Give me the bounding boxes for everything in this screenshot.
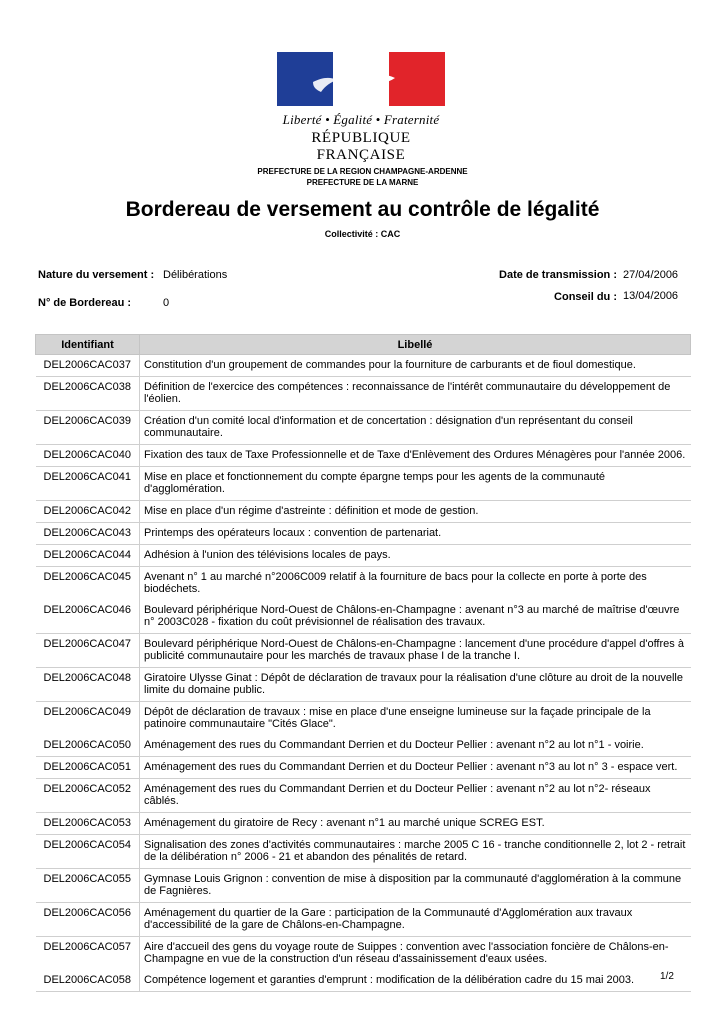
table-row (36, 445, 691, 467)
row-identifiant: DEL2006CAC042 (36, 501, 140, 523)
table-header-row (36, 335, 691, 355)
row-identifiant: DEL2006CAC037 (36, 355, 140, 377)
conseil-value: 13/04/2006 (623, 290, 679, 302)
table-row (36, 937, 691, 971)
row-identifiant: DEL2006CAC055 (36, 869, 140, 903)
table-row (36, 501, 691, 523)
prefecture-region: PREFECTURE DE LA REGION CHAMPAGNE-ARDENNE (257, 167, 468, 176)
row-libelle: Boulevard périphérique Nord-Ouest de Châlons-en-Champagne : avenant n°3 au marché de maîtrise d'œuvre n° 2003C028 - fixation du coût prévisionnel de réalisation des travaux. (140, 600, 691, 634)
row-identifiant: DEL2006CAC052 (36, 779, 140, 813)
row-identifiant: DEL2006CAC039 (36, 411, 140, 445)
row-libelle: Aménagement des rues du Commandant Derrien et du Docteur Pellier : avenant n°2 au lot n°2- réseaux câblés. (140, 779, 691, 813)
row-libelle: Giratoire Ulysse Ginat : Dépôt de déclaration de travaux pour la réalisation d'une clôture au droit de la nouvelle limite du domaine public. (140, 668, 691, 702)
row-libelle: Gymnase Louis Grignon : convention de mise à disposition par la communauté d'agglomération à la commune de Fagnières. (140, 869, 691, 903)
table-row (36, 355, 691, 377)
table-row (36, 545, 691, 567)
table-row (36, 970, 691, 992)
row-libelle: Printemps des opérateurs locaux : convention de partenariat. (140, 523, 691, 545)
marianne-flag-icon (277, 52, 445, 106)
row-libelle: Mise en place d'un régime d'astreinte : définition et mode de gestion. (140, 501, 691, 523)
transmission-label: Date de transmission : (499, 269, 617, 281)
row-libelle: Avenant n° 1 au marché n°2006C009 relatif à la fourniture de bacs pour la collecte en porte à porte des biodéchets. (144, 571, 647, 595)
row-libelle: Constitution d'un groupement de commandes pour la fourniture de carburants et de fioul domestique. (140, 355, 691, 377)
row-identifiant: DEL2006CAC050 (36, 735, 140, 757)
row-identifiant: DEL2006CAC046 (36, 600, 140, 634)
republic-name: RÉPUBLIQUE FRANÇAISE (311, 130, 411, 163)
row-identifiant: DEL2006CAC051 (36, 757, 140, 779)
table-row (36, 903, 691, 937)
row-libelle: Signalisation des zones d'activités communautaires : marche 2005 C 16 - tranche conditionnelle 2, lot 2 - retrait de la délibération n° 2006 - 21 et abandon des pénalités de retard. (140, 835, 691, 869)
conseil-label: Conseil du : (554, 291, 617, 303)
row-libelle: Mise en place et fonctionnement du compte épargne temps pour les agents de la communauté d'agglomération. (140, 467, 691, 501)
bordereau-value: 0 (163, 297, 170, 309)
table-row (36, 467, 691, 501)
table-row (36, 668, 691, 702)
column-header-identifiant: Identifiant (36, 335, 140, 355)
row-identifiant: DEL2006CAC038 (36, 377, 140, 411)
republique-francaise-logo (277, 52, 445, 164)
table-row (36, 411, 691, 445)
page-title: Bordereau de versement au contrôle de légalité (125, 198, 600, 221)
row-identifiant: DEL2006CAC057 (36, 937, 140, 971)
row-libelle: Compétence logement et garanties d'emprunt : modification de la délibération cadre du 15 mai 2003. (140, 970, 691, 992)
row-identifiant: DEL2006CAC047 (36, 634, 140, 668)
table-row (36, 813, 691, 835)
table-row (36, 757, 691, 779)
row-libelle: Création d'un comité local d'information et de concertation : désignation d'un représentant du conseil communautaire. (140, 411, 691, 445)
page-number: 1/2 (660, 971, 674, 982)
prefecture-departement: PREFECTURE DE LA MARNE (306, 178, 419, 187)
row-identifiant: DEL2006CAC041 (36, 467, 140, 501)
row-identifiant: DEL2006CAC048 (36, 668, 140, 702)
nature-value: Délibérations (163, 269, 228, 281)
row-libelle: Définition de l'exercice des compétences : reconnaissance de l'intérêt communautaire du développement de l'éolien. (140, 377, 691, 411)
deliberations-table (35, 334, 691, 992)
table-row (36, 377, 691, 411)
table-row (36, 869, 691, 903)
row-libelle: Fixation des taux de Taxe Professionnelle et de Taxe d'Enlèvement des Ordures Ménagères pour l'année 2006. (140, 445, 691, 467)
row-identifiant: DEL2006CAC043 (36, 523, 140, 545)
table-row (36, 523, 691, 545)
republic-motto: Liberté • Égalité • Fraternité (282, 112, 440, 127)
row-libelle: Dépôt de déclaration de travaux : mise en place d'une enseigne lumineuse sur la façade principale de la patinoire communautaire "Cités Glace". (144, 706, 651, 730)
column-header-libelle: Libellé (140, 335, 691, 355)
table-row (36, 835, 691, 869)
row-libelle: Aménagement des rues du Commandant Derrien et du Docteur Pellier : avenant n°2 au lot n°1 - voirie. (140, 735, 691, 757)
row-identifiant: DEL2006CAC044 (36, 545, 140, 567)
table-row (36, 634, 691, 668)
row-libelle: Adhésion à l'union des télévisions locales de pays. (140, 545, 691, 567)
collectivite: Collectivité : CAC (324, 229, 401, 239)
row-identifiant: DEL2006CAC049 (36, 702, 140, 736)
row-identifiant: DEL2006CAC053 (36, 813, 140, 835)
row-identifiant: DEL2006CAC054 (36, 835, 140, 869)
table-row (36, 702, 691, 736)
transmission-value: 27/04/2006 (623, 269, 679, 281)
row-identifiant: DEL2006CAC058 (36, 970, 140, 992)
row-libelle: Aménagement des rues du Commandant Derrien et du Docteur Pellier : avenant n°3 au lot n° 3 - espace vert. (140, 757, 691, 779)
bordereau-label: N° de Bordereau : (38, 297, 132, 309)
row-libelle: Aménagement du giratoire de Recy : avenant n°1 au marché unique SCREG EST. (140, 813, 691, 835)
table-row (36, 779, 691, 813)
row-libelle: Boulevard périphérique Nord-Ouest de Châlons-en-Champagne : lancement d'une procédure d'appel d'offres à publicité communautaire pour les marchés de travaux phase I de la tranche I. (140, 634, 691, 668)
row-identifiant: DEL2006CAC040 (36, 445, 140, 467)
row-libelle: Aménagement du quartier de la Gare : participation de la Communauté d'Agglomération aux travaux d'accessibilité de la gare de Châlons-en-Champagne. (140, 903, 691, 937)
row-identifiant: DEL2006CAC056 (36, 903, 140, 937)
table-row (36, 567, 691, 601)
table-row (36, 600, 691, 634)
table-row (36, 735, 691, 757)
row-libelle: Aire d'accueil des gens du voyage route de Suippes : convention avec l'association foncière de Châlons-en-Champagne en vue de la construction d'un réseau d'assainissement d'eaux usées. (144, 941, 669, 965)
row-identifiant: DEL2006CAC045 (36, 567, 140, 601)
nature-label: Nature du versement : (38, 269, 155, 281)
